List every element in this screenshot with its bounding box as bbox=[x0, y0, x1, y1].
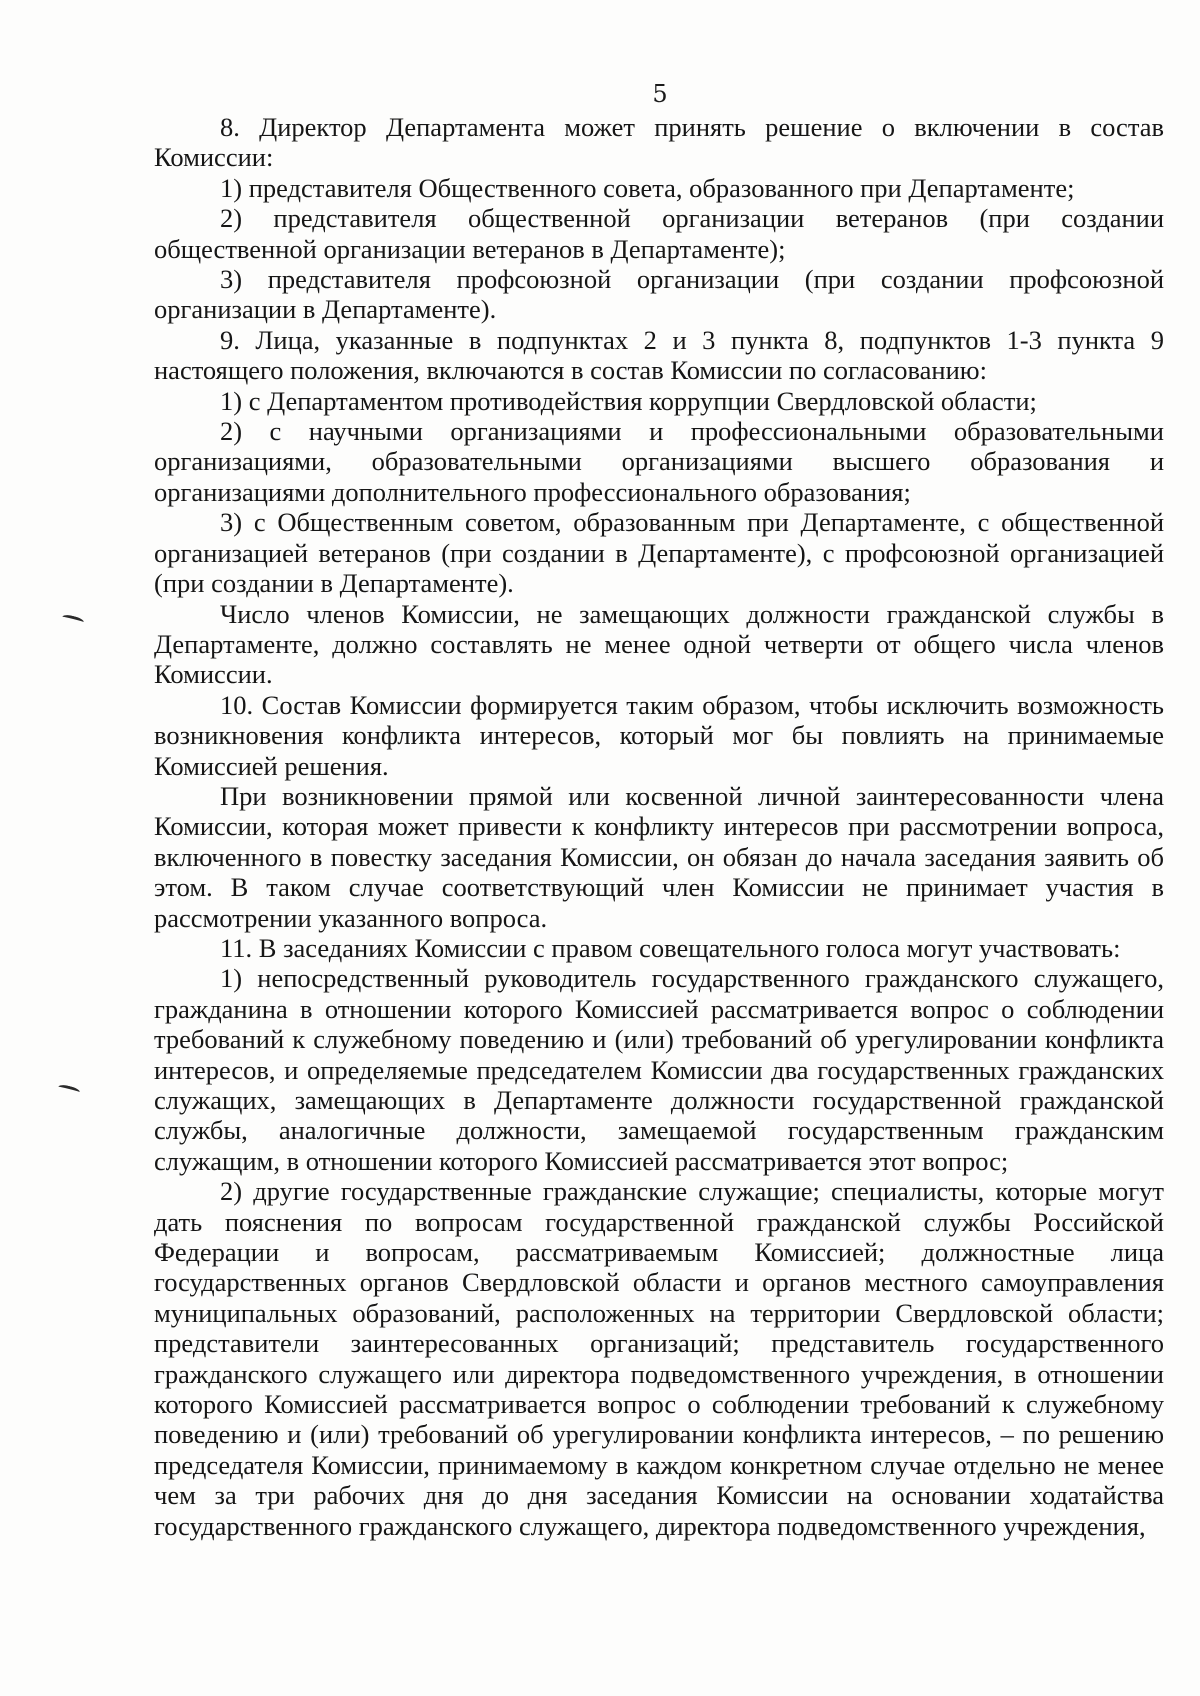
paragraph-8: 8. Директор Департамента может принять решение о включении в состав Комиссии: bbox=[154, 112, 1164, 173]
paragraph-8-item-1: 1) представителя Общественного совета, образованного при Департаменте; bbox=[220, 172, 1075, 203]
paragraph-11: 11. В заседаниях Комиссии с правом совещательного голоса могут участвовать: bbox=[220, 932, 1121, 963]
paragraph-9-item-1: 1) с Департаментом противодействия коррупции Свердловской области; bbox=[220, 385, 1037, 416]
paragraph-9-members-count: Число членов Комиссии, не замещающих должности гражданской службы в Департаменте, должно составлять не менее одной четверти от общего числа членов Комиссии. bbox=[154, 598, 1164, 690]
paragraph-8-item-2: 2) представителя общественной организации ветеранов (при создании общественной организации ветеранов в Департаменте); bbox=[154, 203, 1164, 264]
margin-mark-lower bbox=[57, 1083, 80, 1095]
paragraph-9: 9. Лица, указанные в подпунктах 2 и 3 пункта 8, подпунктов 1-3 пункта 9 настоящего положения, включаются в состав Комиссии по согласованию: bbox=[154, 324, 1164, 386]
paragraph-9-item-3: 3) с Общественным советом, образованным при Департаменте, с общественной организацией ветеранов (при создании в Департаменте), с профсоюзной организацией (при создании в Департаменте). bbox=[154, 507, 1164, 599]
paragraph-8-item-3: 3) представителя профсоюзной организации (при создании профсоюзной организации в Департаменте). bbox=[154, 264, 1164, 325]
page-number: 5 bbox=[652, 80, 668, 108]
paragraph-11-item-2: 2) другие государственные гражданские служащие; специалисты, которые могут дать пояснения по вопросам государственной гражданской службы Российской Федерации и вопросам, рассматриваемым Комиссией; должностные лица государственных органов Свердловской области и органов местного самоуправления муниципальных образований, расположенных на территории Свердловской области; представители заинтересованных организаций; представитель государственного гражданского служащего или директора подведомственного учреждения, в отношении которого Комиссией рассматривается вопрос о соблюдении требований к служебному поведению и (или) требований об урегулировании конфликта интересов, – по решению председателя Комиссии, принимаемому в каждом конкретном случае отдельно не менее чем за три рабочих дня до дня заседания Комиссии на основании ходатайства государственного гражданского служащего, директора подведомственного учреждения, bbox=[154, 1176, 1164, 1541]
paragraph-10-conflict: При возникновении прямой или косвенной личной заинтересованности члена Комиссии, которая может привести к конфликту интересов при рассмотрении вопроса, включенного в повестку заседания Комиссии, он обязан до начала заседания заявить об этом. В таком случае соответствующий член Комиссии не принимает участия в рассмотрении указанного вопроса. bbox=[154, 780, 1164, 933]
margin-mark-upper bbox=[61, 613, 84, 625]
paragraph-9-item-2: 2) с научными организациями и профессиональными образовательными организациями, образовательными организациями высшего образования и организациями дополнительного профессионального образования; bbox=[154, 416, 1164, 507]
paragraph-10: 10. Состав Комиссии формируется таким образом, чтобы исключить возможность возникновения конфликта интересов, который мог бы повлиять на принимаемые Комиссией решения. bbox=[154, 689, 1164, 781]
paragraph-11-item-1: 1) непосредственный руководитель государственного гражданского служащего, гражданина в отношении которого Комиссией рассматривается вопрос о соблюдении требований к служебному поведению и (или) требований об урегулировании конфликта интересов, и определяемые председателем Комиссии два государственных гражданских служащих, замещающих в Департаменте должности государственной гражданской службы, аналогичные должности, замещаемой государственным гражданским служащим, в отношении которого Комиссией рассматривается этот вопрос; bbox=[154, 963, 1164, 1176]
document-body bbox=[154, 112, 1164, 1541]
